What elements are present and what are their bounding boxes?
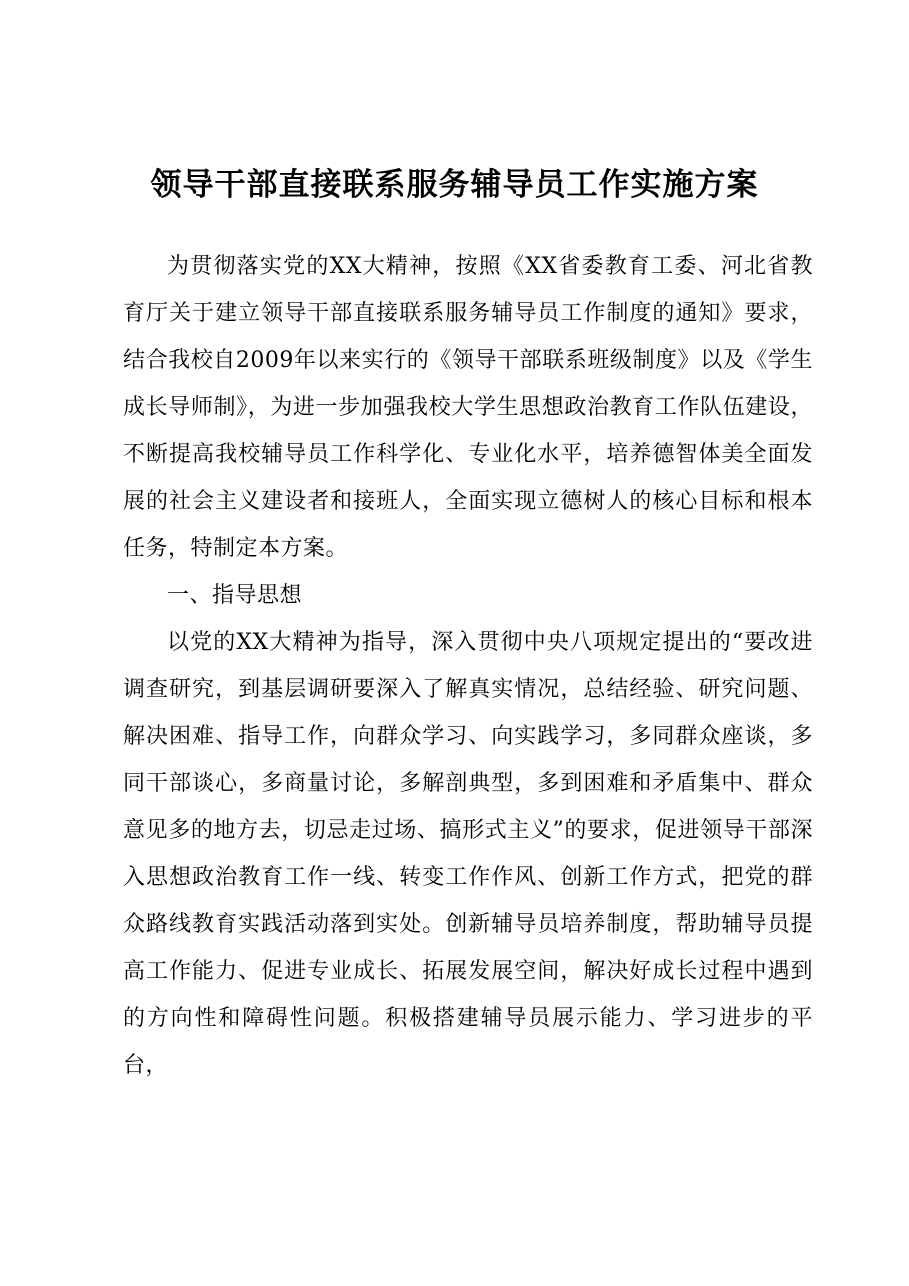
document-body <box>123 243 813 1089</box>
intro-paragraph: 为贯彻落实党的XX大精神，按照《XX省委教育工委、河北省教育厅关于建立领导干部直接联系服务辅导员工作制度的通知》要求，结合我校自2009年以来实行的《领导干部联系班级制度》以及《学生成长导师制》，为进一步加强我校大学生思想政治教育工作队伍建设，不断提高我校辅导员工作科学化、专业化水平，培养德智体美全面发展的社会主义建设者和接班人，全面实现立德树人的核心目标和根本任务，特制定本方案。 <box>123 254 813 561</box>
guiding-ideology-paragraph: 以党的XX大精神为指导，深入贯彻中央八项规定提出的“要改进调查研究，到基层调研要深入了解真实情况，总结经验、研究问题、解决困难、指导工作，向群众学习、向实践学习，多同群众座谈，多同干部谈心，多商量讨论，多解剖典型，多到困难和矛盾集中、群众意见多的地方去，切忌走过场、搞形式主义”的要求，促进领导干部深入思想政治教育工作一线、转变工作作风、创新工作方式，把党的群众路线教育实践活动落到实处。创新辅导员培养制度，帮助辅导员提高工作能力、促进专业成长、拓展发展空间，解决好成长过程中遇到的方向性和障碍性问题。积极搭建辅导员展示能力、学习进步的平台， <box>123 630 813 1078</box>
document-title: 领导干部直接联系服务辅导员工作实施方案 <box>150 167 759 203</box>
section-heading-guiding-ideology: 一、指导思想 <box>167 583 303 608</box>
